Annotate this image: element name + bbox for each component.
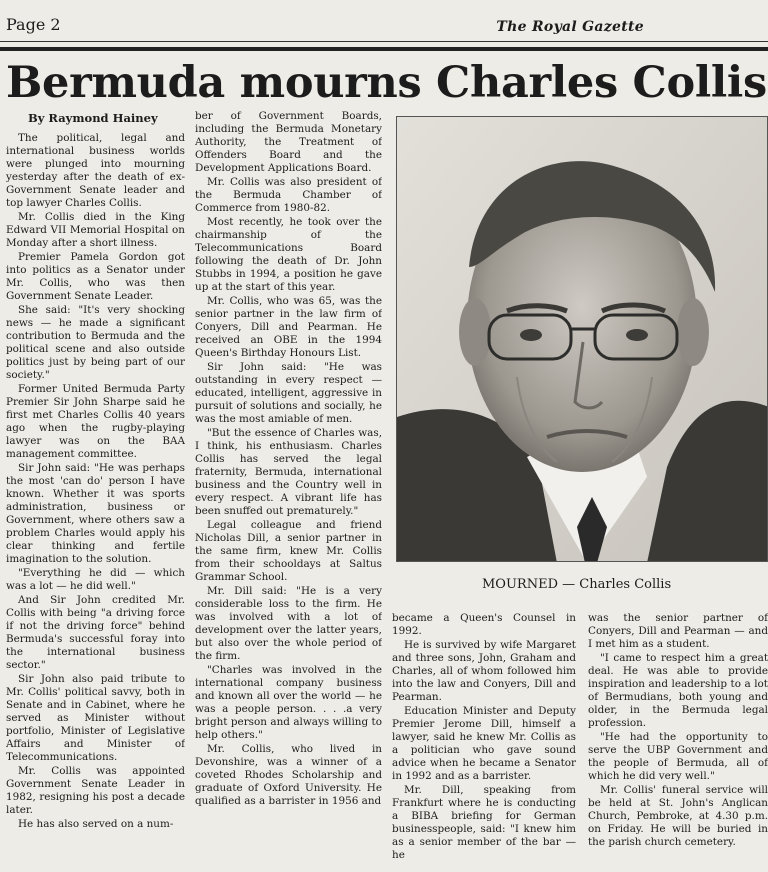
article-paragraph: She said: "It's very shocking news — he made a significant contribution to Bermuda and the political scene and also outside politics just by being part of our society."	[6, 304, 185, 381]
article-paragraph: Sir John said: "He was perhaps the most 'can do' person I have known. Whether it was sports administration, business or Government, where others saw a problem Charles would apply his clear thinking and fertile imagination to the solution.	[6, 462, 185, 565]
byline: By Raymond Hainey	[28, 111, 158, 125]
article-paragraph: Mr. Collis was appointed Government Senate Leader in 1982, resigning his post a decade later.	[6, 765, 185, 816]
headline: Bermuda mourns Charles Collis	[6, 58, 767, 108]
header-rule-thick	[0, 47, 768, 51]
article-column-2	[195, 110, 382, 872]
article-paragraph: And Sir John credited Mr. Collis with being "a driving force if not the driving force" behind Bermuda's successful foray into the international business sector."	[6, 594, 185, 671]
article-paragraph: Sir John also paid tribute to Mr. Collis' political savvy, both in Senate and in Cabinet, where he served as Minister without portfolio, Minister of Legislative Affairs and Minister of Telecommunications.	[6, 673, 185, 763]
photo-caption: MOURNED — Charles Collis	[482, 577, 672, 592]
article-column-3	[392, 612, 576, 872]
article-paragraph: "Charles was involved in the international company business and known all over the world — he was a people person. . . .a very bright person and always willing to help others."	[195, 664, 382, 741]
article-paragraph: Mr. Collis was also president of the Bermuda Chamber of Commerce from 1980-82.	[195, 176, 382, 214]
article-paragraph: "I came to respect him a great deal. He was able to provide inspiration and leadership to a lot of Bermudians, both young and older, in the Bermuda legal profession.	[588, 652, 768, 729]
article-paragraph: Mr. Collis' funeral service will be held at St. John's Anglican Church, Pembroke, at 4.30 p.m. on Friday. He will be buried in the parish church cemetery.	[588, 784, 768, 848]
article-paragraph: Legal colleague and friend Nicholas Dill, a senior partner in the same firm, knew Mr. Collis from their schooldays at Saltus Grammar School.	[195, 519, 382, 583]
article-paragraph: He has also served on a num-	[18, 818, 174, 830]
article-paragraph: Former United Bermuda Party Premier Sir John Sharpe said he first met Charles Collis 40 years ago when the rugby-playing lawyer was on the BAA management committee.	[6, 383, 185, 460]
article-paragraph: Mr. Collis, who was 65, was the senior partner in the law firm of Conyers, Dill and Pearman. He received an OBE in the 1994 Queen's Birthday Honours List.	[195, 295, 382, 359]
article-paragraph: Sir John said: "He was outstanding in every respect — educated, intelligent, aggressive in pursuit of solutions and socially, he was the most amiable of men.	[195, 361, 382, 425]
article-paragraph: The political, legal and international business worlds were plunged into mourning yesterday after the death of ex-Government Senate leader and top lawyer Charles Collis.	[6, 132, 185, 209]
portrait-image	[397, 117, 768, 562]
article-paragraph: "But the essence of Charles was, I think, his enthusiasm. Charles Collis has served the legal fraternity, Bermuda, international business and the Country well in every respect. A vibrant life has been snuffed out prematurely."	[195, 427, 382, 517]
page-number: Page 2	[6, 15, 61, 34]
header-rule	[0, 41, 768, 42]
newspaper-name: The Royal Gazette	[496, 19, 644, 35]
article-paragraph: He is survived by wife Margaret and three sons, John, Graham and Charles, all of whom followed him into the law and Conyers, Dill and Pearman.	[392, 639, 576, 703]
article-paragraph: Mr. Dill, speaking from Frankfurt where he is conducting a BIBA briefing for German businesspeople, said: "I knew him as a senior member of the bar — he	[392, 784, 576, 861]
article-column-4	[588, 612, 768, 872]
article-paragraph: Education Minister and Deputy Premier Jerome Dill, himself a lawyer, said he knew Mr. Collis as a politician who gave sound advice when he became a Senator in 1992 and as a barrister.	[392, 705, 576, 782]
article-column-1	[6, 132, 185, 872]
article-paragraph: Premier Pamela Gordon got into politics as a Senator under Mr. Collis, who was then Government Senate Leader.	[6, 251, 185, 302]
column-2-continuation: ber of Government Boards, including the Bermuda Monetary Authority, the Treatment of Offenders Board and the Development Applications Board.	[195, 110, 382, 174]
column-3-continuation: became a Queen's Counsel in 1992.	[392, 612, 576, 637]
photo	[396, 116, 768, 562]
article-paragraph: Most recently, he took over the chairmanship of the Telecommunications Board following the death of Dr. John Stubbs in 1994, a position he gave up at the start of this year.	[195, 216, 382, 293]
article-paragraph: Mr. Collis, who lived in Devonshire, was a winner of a coveted Rhodes Scholarship and graduate of Oxford University. He qualified as a barrister in 1956 and	[195, 743, 382, 807]
article-paragraph: Mr. Dill said: "He is a very considerable loss to the firm. He was involved with a lot of development over the latter years, but also over the whole period of the firm.	[195, 585, 382, 662]
article-paragraph: Mr. Collis died in the King Edward VII Memorial Hospital on Monday after a short illness.	[6, 211, 185, 249]
article-paragraph: "He had the opportunity to serve the UBP Government and the people of Bermuda, all of which he did very well."	[588, 731, 768, 782]
column-4-continuation: was the senior partner of Conyers, Dill and Pearman — and I met him as a student.	[588, 612, 768, 650]
article-paragraph: "Everything he did — which was a lot — he did well."	[6, 567, 185, 592]
